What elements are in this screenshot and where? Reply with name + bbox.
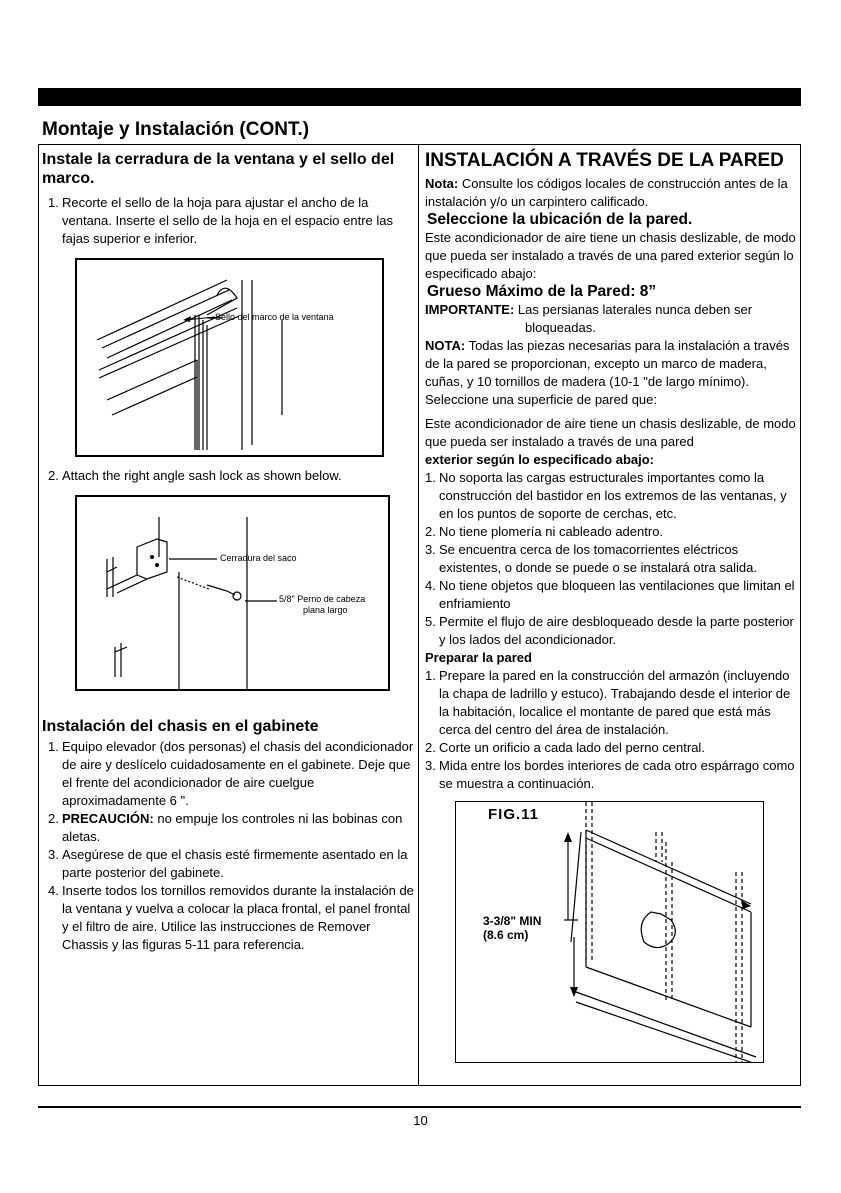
step-number: 2. [48,468,59,483]
step-number: 1. [48,195,59,210]
min-dimension-line2: (8.6 cm) [483,928,529,942]
item-text: Permite el flujo de aire desbloqueado desde la parte posterior y los lados del acondicionador. [439,614,794,647]
item-number: 4. [425,578,436,593]
column-divider [418,144,419,1086]
item-text: Se encuentra cerca de los tomacorrientes eléctricos existentes, o donde se puede o se instalará otra salida. [439,542,757,575]
min-dimension-line1: 3-3/8" MIN [483,914,542,928]
frame-seal-label: Sello del marco de la ventana [215,312,334,322]
chassis-paragraph-2 [425,415,797,469]
arrow-up-icon [564,832,572,842]
step-text: Equipo elevador (dos personas) el chasis del acondicionador de aire y deslícelo cuidadosamente en el gabinete. Deje que el frente del acondicionador de aire cuelgue aproximadamente 6 ". [62,739,414,808]
list-item [425,541,797,577]
list-item [42,738,414,810]
header-bar [38,88,801,106]
list-item [42,467,414,485]
frame-seal-figure [75,258,384,457]
list-item [425,577,797,613]
nota-label: Nota: [425,176,459,191]
step-text: Inserte todos los tornillos removidos durante la instalación de la ventana y vuelva a colocar la placa frontal, el panel frontal y el filtro de aire. Utilice las instrucciones de Remover Chassis y las figuras 5-11 para referencia. [62,883,414,952]
chassis-steps [42,738,414,954]
prepare-wall-list [425,667,797,793]
sash-lock-label: Cerradura del saco [220,553,297,563]
list-item [425,523,797,541]
list-item [425,469,797,523]
step-number: 4. [48,883,59,898]
item-text: Mida entre los bordes interiores de cada otro espárrago como se muestra a continuación. [439,758,795,791]
right-column [425,150,797,1063]
item-text: Corte un orificio a cada lado del perno central. [439,740,705,755]
step-number: 3. [48,847,59,862]
importante-label: IMPORTANTE: [425,302,515,317]
page-number: 10 [413,1113,428,1128]
fig11-figure [455,801,764,1063]
step-text: Attach the right angle sash lock as shown below. [62,468,342,483]
nota-paragraph [425,175,797,211]
list-item [42,810,414,846]
select-location-heading: Seleccione la ubicación de la pared. [427,211,693,228]
step-text: Asegúrese de que el chasis esté firmemente asentado en la parte posterior del gabinete. [62,847,408,880]
para2-bold: exterior según lo especificado abajo: [425,452,655,467]
section-title: Montaje y Instalación (CONT.) [42,119,310,140]
item-number: 5. [425,614,436,629]
screw-label-line1: 5/8" Perno de cabeza [279,594,366,604]
nota2-paragraph [425,337,797,409]
importante-text: Las persianas laterales nunca deben ser [514,302,753,317]
frame-seal-drawing [77,260,384,457]
chassis-heading: Instalación del chasis en el gabinete [42,718,319,735]
item-number: 1. [425,470,436,485]
list-item [42,194,414,248]
chassis-paragraph: Este acondicionador de aire tiene un chasis deslizable, de modo que pueda ser instalado a través de una pared exterior según lo especificado abajo: [425,230,796,281]
sash-lock-steps [42,467,414,485]
step-text: Recorte el sello de la hoja para ajustar el ancho de la ventana. Inserte el sello de la hoja en el espacio entre las fajas superior e inferior. [62,195,393,246]
sash-lock-figure [75,495,390,691]
list-item [425,613,797,649]
item-text: No tiene plomería ni cableado adentro. [439,524,664,539]
prepare-wall-heading: Preparar la pared [425,650,532,665]
list-item [425,667,797,739]
item-number: 3. [425,542,436,557]
left-column [42,150,414,954]
max-wall-thickness-heading: Grueso Máximo de la Pared: 8” [427,283,657,300]
caution-label: PRECAUCIÓN: [62,811,154,826]
para2-text: Este acondicionador de aire tiene un chasis deslizable, de modo que pueda ser instalado a través de una pared [425,416,796,449]
window-lock-steps [42,194,414,248]
step-text: no empuje los controles ni las bobinas con aletas. [62,811,403,844]
list-item [425,757,797,793]
wall-requirements-list [425,469,797,649]
item-number: 2. [425,740,436,755]
footer-rule [38,1106,801,1108]
screw-label-line2: plana largo [303,605,348,615]
nota2-text: Todas las piezas necesarias para la instalación a través de la pared se proporcionan, excepto un marco de madera, cuñas, y 10 tornillos de madera (10-1 "de largo mínimo). Seleccione una superficie de pared que: [425,338,790,407]
item-text: Prepare la pared en la construcción del armazón (incluyendo la chapa de ladrillo y estuco). Trabajando desde el interior de la habitación, localice el montante de pared que está más cerca del centro del área de instalación. [439,668,791,737]
item-number: 1. [425,668,436,683]
arrow-icon [183,316,191,322]
wall-install-heading: INSTALACIÓN A TRAVÉS DE LA PARED [425,150,784,171]
item-text: No tiene objetos que bloqueen las ventilaciones que limitan el enfriamiento [439,578,795,611]
list-item [425,739,797,757]
step-number: 2. [48,811,59,826]
fig11-title: FIG.11 [488,806,540,823]
nota2-label: NOTA: [425,338,466,353]
item-text: No soporta las cargas estructurales importantes como la construcción del bastidor en los extremos de las ventanas, y en los puntos de soporte de cerchas, etc. [439,470,787,521]
list-item [42,846,414,882]
item-number: 2. [425,524,436,539]
nota-text: Consulte los códigos locales de construcción antes de la instalación y/o un carpintero calificado. [425,176,788,209]
importante-text-2: bloqueadas. [525,320,596,335]
importante-paragraph [425,301,797,319]
step-number: 1. [48,739,59,754]
window-lock-heading: Instale la cerradura de la ventana y el sello del marco. [42,151,395,187]
min-dimension-label [483,914,541,942]
list-item [42,882,414,954]
item-number: 3. [425,758,436,773]
